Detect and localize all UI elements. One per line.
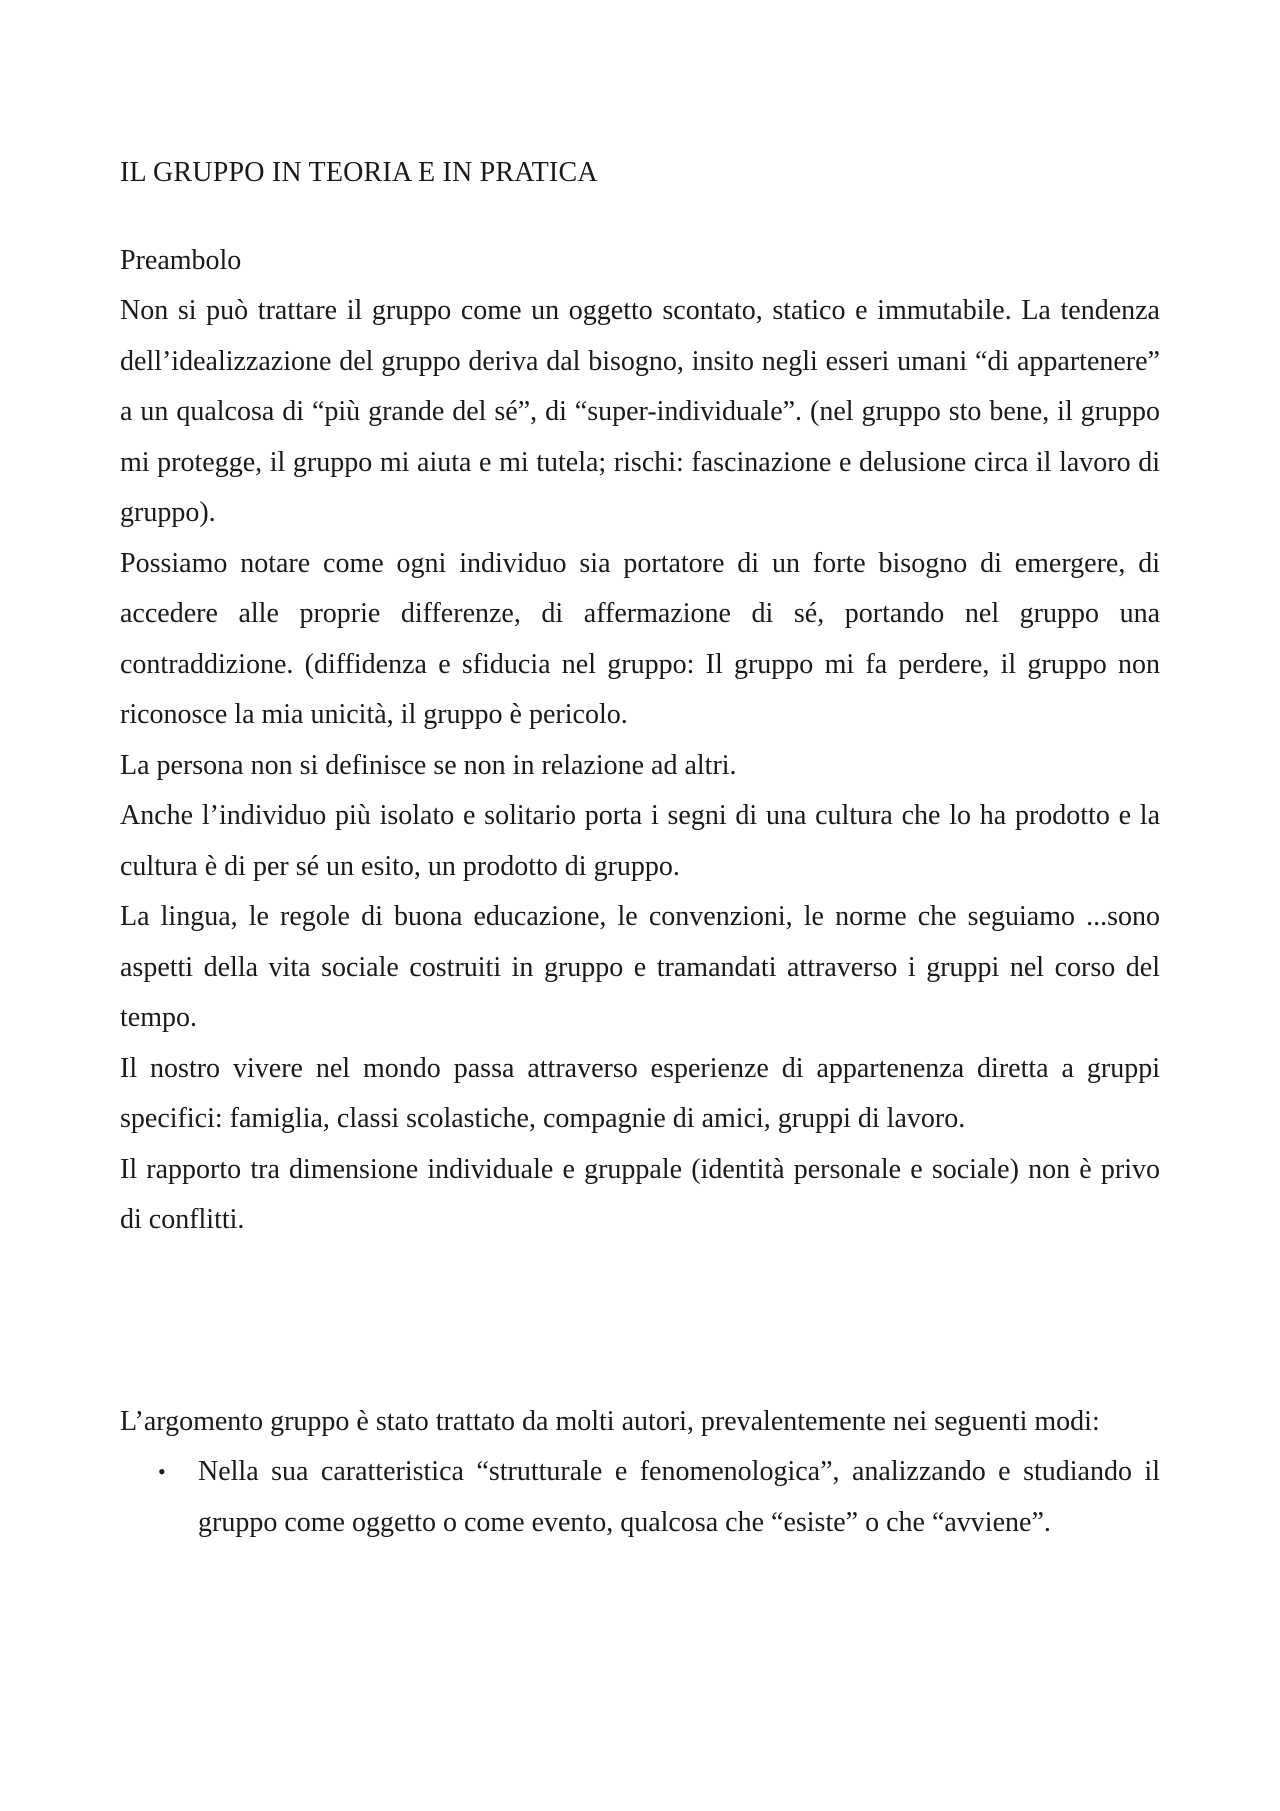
paragraph: Il nostro vivere nel mondo passa attraverso esperienze di appartenenza diretta a gruppi specifici: famiglia, classi scolastiche, compagnie di amici, gruppi di lavoro. [120,1052,1160,1134]
bullet-icon: • [158,1459,166,1484]
paragraph: La lingua, le regole di buona educazione, le convenzioni, le norme che seguiamo ...sono aspetti della vita sociale costruiti in gruppo e tramandati attraverso i gruppi nel corso del tempo. [120,901,1160,1033]
section-heading: Preambolo [120,245,242,276]
bullet-list-item [120,1447,1160,1548]
paragraph: La persona non si definisce se non in relazione ad altri. [120,749,737,781]
document-title: IL GRUPPO IN TEORIA E IN PRATICA [120,157,598,188]
paragraph: Il rapporto tra dimensione individuale e gruppale (identità personale e sociale) non è privo di conflitti. [120,1153,1160,1235]
paragraph: Non si può trattare il gruppo come un oggetto scontato, statico e immutabile. La tendenza dell’idealizzazione del gruppo deriva dal bisogno, insito negli esseri umani “di appartenere” a un qualcosa di “più grande del sé”, di “super-individuale”. (nel gruppo sto bene, il gruppo mi protegge, il gruppo mi aiuta e mi tutela; rischi: fascinazione e delusione circa il lavoro di gruppo). [120,295,1160,528]
paragraph: Anche l’individuo più isolato e solitario porta i segni di una cultura che lo ha prodotto e la cultura è di per sé un esito, un prodotto di gruppo. [120,800,1160,882]
document-page [120,148,1160,1548]
paragraph: Possiamo notare come ogni individuo sia portatore di un forte bisogno di emergere, di accedere alle proprie differenze, di affermazione di sé, portando nel gruppo una contraddizione. (diffidenza e sfiducia nel gruppo: Il gruppo mi fa perdere, il gruppo non riconosce la mia unicità, il gruppo è pericolo. [120,547,1160,730]
section-intro: L’argomento gruppo è stato trattato da molti autori, prevalentemente nei seguenti modi: [120,1405,1100,1437]
section-spacer [120,1246,1160,1397]
bullet-text: Nella sua caratteristica “strutturale e fenomenologica”, analizzando e studiando il gruppo come oggetto o come evento, qualcosa che “esiste” o che “avviene”. [198,1456,1160,1538]
bullet-list [120,1447,1160,1548]
